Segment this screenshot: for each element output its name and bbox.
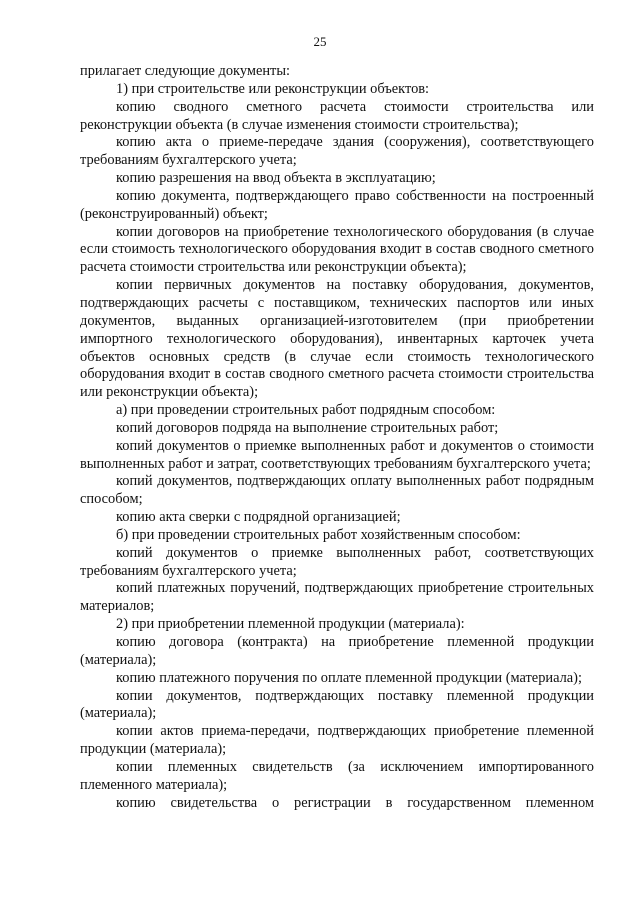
document-paragraph: 1) при строительстве или реконструкции объектов:: [116, 80, 430, 97]
document-paragraph: копию сводного сметного расчета стоимости строительства или реконструкции объекта (в случае изменения стоимости строительства);: [80, 98, 594, 133]
document-paragraph: копии первичных документов на поставку оборудования, документов, подтверждающих расчеты с поставщиком, технических паспортов или иных документов, выданных организацией-изготовителем (при приобретении импортного технологического оборудования), инвентарных карточек учета объектов основных средств (в случае если стоимость технологического оборудования входит в состав сводного сметного расчета стоимости строительства или реконструкции объекта);: [80, 277, 594, 401]
document-paragraph: копию договора (контракта) на приобретение племенной продукции (материала);: [80, 634, 594, 668]
document-paragraph: копию документа, подтверждающего право собственности на построенный (реконструированный) объект;: [80, 187, 594, 222]
document-paragraph: копию свидетельства о регистрации в государственном племенном: [116, 794, 594, 811]
document-body: [80, 63, 594, 812]
document-paragraph: копию акта о приеме-передаче здания (сооружения), соответствующего требованиям бухгалтерского учета;: [80, 134, 594, 169]
document-paragraph: копии актов приема-передачи, подтверждающих приобретение племенной продукции (материала);: [80, 723, 594, 758]
document-paragraph: копии племенных свидетельств (за исключением импортированного племенного материала);: [80, 758, 594, 793]
document-paragraph: копий документов о приемке выполненных работ, соответствующих требованиям бухгалтерского учета;: [80, 544, 594, 579]
document-paragraph: копий платежных поручений, подтверждающих приобретение строительных материалов;: [80, 580, 594, 615]
document-paragraph: прилагает следующие документы:: [80, 63, 290, 79]
document-paragraph: копий документов, подтверждающих оплату выполненных работ подрядным способом;: [80, 473, 594, 508]
document-paragraph: копий договоров подряда на выполнение строительных работ;: [116, 419, 499, 436]
page-number: 25: [313, 34, 327, 49]
document-paragraph: б) при проведении строительных работ хозяйственным способом:: [116, 526, 521, 543]
document-paragraph: копию разрешения на ввод объекта в эксплуатацию;: [116, 170, 436, 187]
document-paragraph: копию платежного поручения по оплате племенной продукции (материала);: [116, 669, 582, 686]
document-paragraph: 2) при приобретении племенной продукции (материала):: [116, 616, 465, 633]
document-paragraph: копии документов, подтверждающих поставку племенной продукции (материала);: [80, 687, 594, 722]
document-paragraph: копии договоров на приобретение технологического оборудования (в случае если стоимость технологического оборудования входит в состав сводного сметного расчета стоимости строительства или реконструкции объекта);: [80, 223, 594, 276]
document-paragraph: а) при проведении строительных работ подрядным способом:: [116, 402, 496, 419]
document-paragraph: копий документов о приемке выполненных работ и документов о стоимости выполненных работ и затрат, соответствующих требованиям бухгалтерского учета;: [80, 437, 594, 472]
document-paragraph: копию акта сверки с подрядной организацией;: [116, 509, 401, 526]
